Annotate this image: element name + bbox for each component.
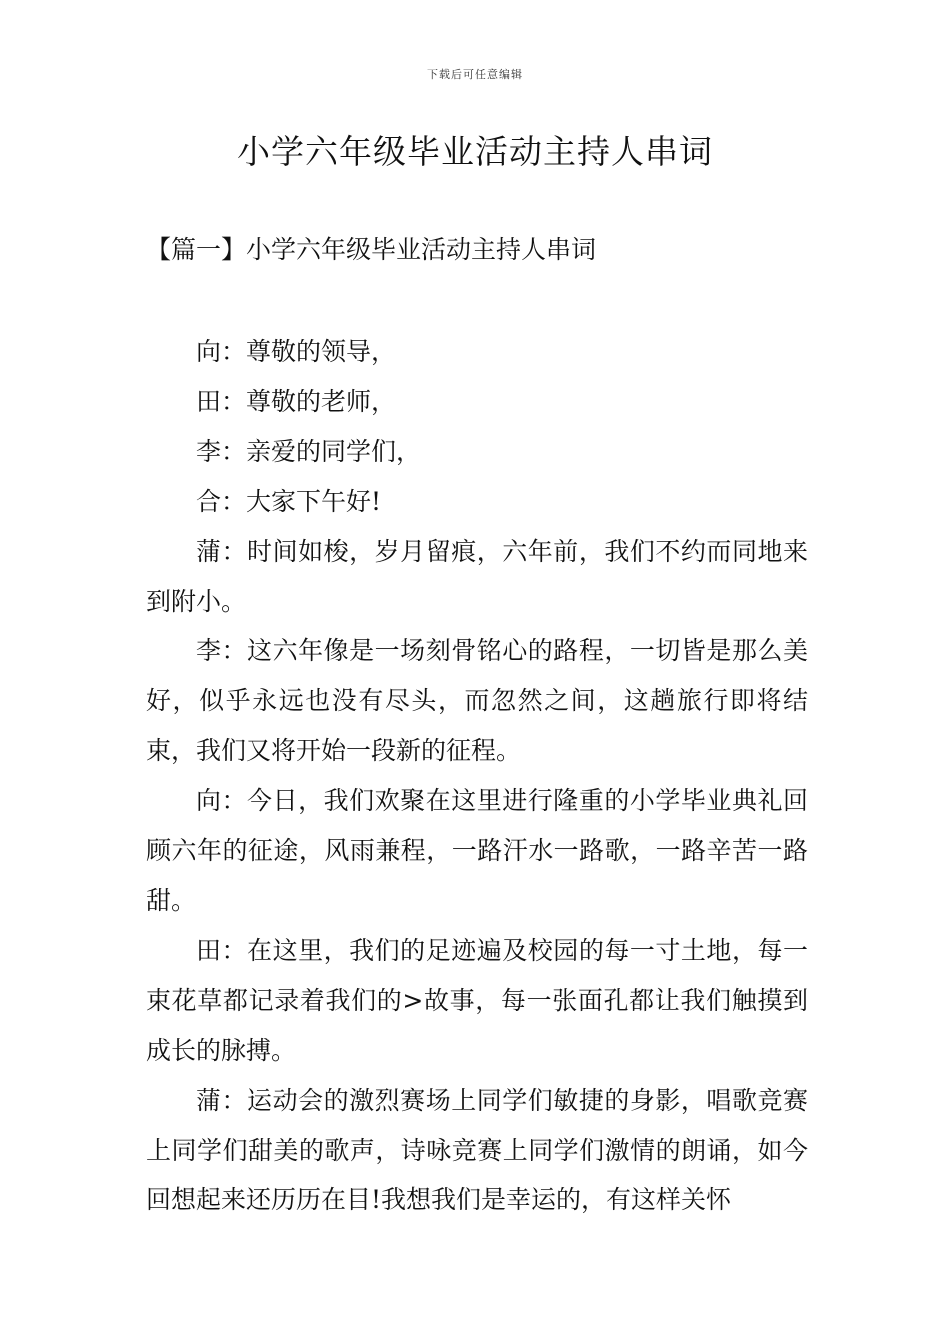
paragraph: 李：亲爱的同学们，	[196, 436, 422, 466]
section-heading: 【篇一】小学六年级毕业活动主持人串词	[146, 235, 597, 264]
document-title: 小学六年级毕业活动主持人串词	[237, 132, 713, 171]
paragraph: 向：今日，我们欢聚在这里进行隆重的小学毕业典礼回顾六年的征途，风雨兼程，一路汗水一路歌，一路辛苦一路甜。	[146, 786, 808, 915]
paragraph: 向：尊敬的领导，	[196, 337, 397, 366]
paragraph: 田：尊敬的老师，	[196, 386, 397, 416]
paragraph: 合：大家下午好!	[196, 486, 382, 516]
document-body	[146, 327, 808, 1225]
paragraph: 田：在这里，我们的足迹遍及校园的每一寸土地，每一束花草都记录着我们的>故事，每一张面孔都让我们触摸到成长的脉搏。	[146, 935, 808, 1065]
paragraph: 蒲：运动会的激烈赛场上同学们敏捷的身影，唱歌竞赛上同学们甜美的歌声，诗咏竞赛上同学们激情的朗诵，如今回想起来还历历在目!我想我们是幸运的，有这样关怀	[146, 1085, 808, 1215]
paragraph: 李：这六年像是一场刻骨铭心的路程，一切皆是那么美好，似乎永远也没有尽头，而忽然之间，这趟旅行即将结束，我们又将开始一段新的征程。	[146, 636, 808, 766]
paragraph: 蒲：时间如梭，岁月留痕，六年前，我们不约而同地来到附小。	[146, 536, 808, 616]
page-header-note: 下载后可任意编辑	[427, 68, 523, 81]
